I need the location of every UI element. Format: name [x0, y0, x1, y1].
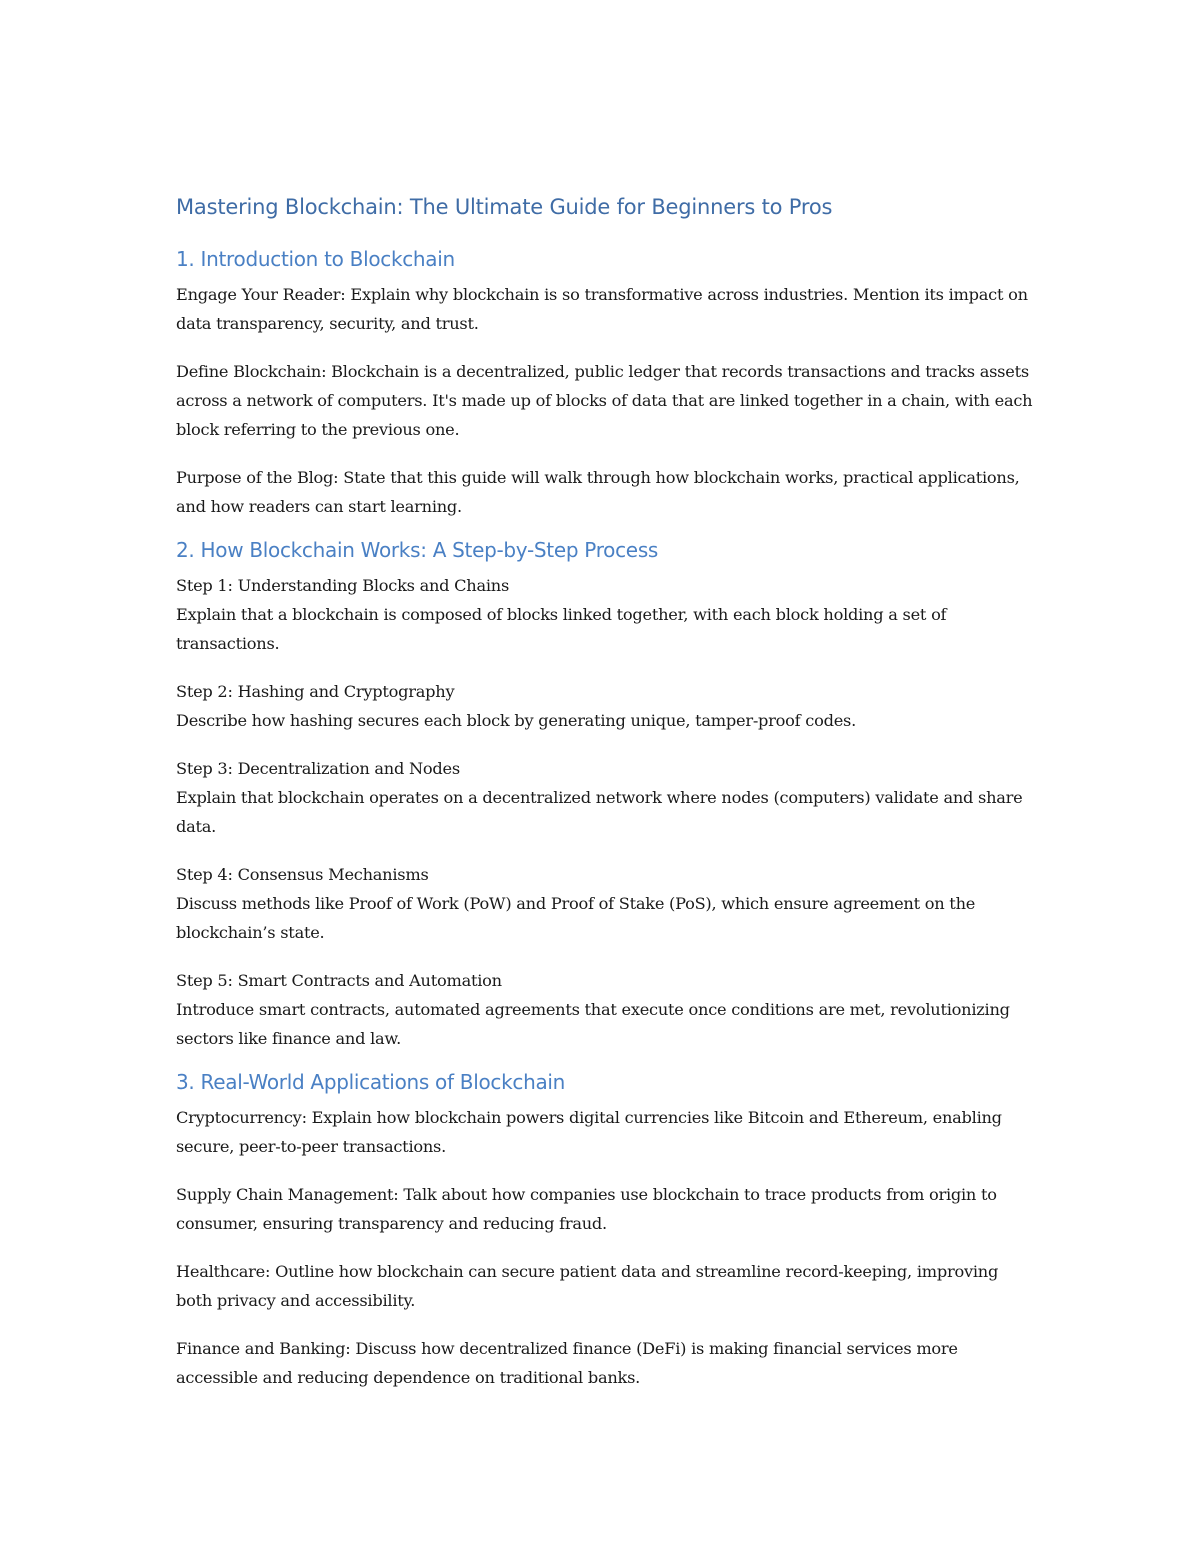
step-body: Describe how hashing secures each block by generating unique, tamper-proof codes.: [176, 711, 856, 730]
step-1: [176, 571, 1036, 658]
section-applications: [176, 1067, 1036, 1392]
step-body: Introduce smart contracts, automated agreements that execute once conditions are met, revolutionizing sectors like finance and law.: [176, 1000, 1010, 1048]
step-title: Step 2: Hashing and Cryptography: [176, 682, 455, 701]
document-title: Mastering Blockchain: The Ultimate Guide for Beginners to Pros: [176, 195, 833, 219]
section-heading: 3. Real-World Applications of Blockchain: [176, 1070, 566, 1094]
paragraph-cryptocurrency: Cryptocurrency: Explain how blockchain powers digital currencies like Bitcoin and Ethereum, enabling secure, peer-to-peer transactions.: [176, 1108, 1002, 1156]
section-heading: 1. Introduction to Blockchain: [176, 247, 455, 271]
paragraph-healthcare: Healthcare: Outline how blockchain can secure patient data and streamline record-keeping, improving both privacy and accessibility.: [176, 1262, 999, 1310]
section-introduction: [176, 244, 1036, 521]
step-body: Discuss methods like Proof of Work (PoW) and Proof of Stake (PoS), which ensure agreement on the blockchain’s state.: [176, 894, 976, 942]
section-how-it-works: [176, 535, 1036, 1053]
paragraph-purpose: Purpose of the Blog: State that this guide will walk through how blockchain works, practical applications, and how readers can start learning.: [176, 468, 1020, 516]
paragraph-finance: Finance and Banking: Discuss how decentralized finance (DeFi) is making financial services more accessible and reducing dependence on traditional banks.: [176, 1339, 958, 1387]
paragraph-engage-reader: Engage Your Reader: Explain why blockchain is so transformative across industries. Mention its impact on data transparency, security, and trust.: [176, 285, 1028, 333]
step-title: Step 5: Smart Contracts and Automation: [176, 971, 502, 990]
step-title: Step 1: Understanding Blocks and Chains: [176, 576, 510, 595]
step-4: [176, 860, 1036, 947]
step-3: [176, 754, 1036, 841]
step-title: Step 4: Consensus Mechanisms: [176, 865, 429, 884]
step-5: [176, 966, 1036, 1053]
step-body: Explain that blockchain operates on a decentralized network where nodes (computers) validate and share data.: [176, 788, 1023, 836]
step-title: Step 3: Decentralization and Nodes: [176, 759, 460, 778]
step-body: Explain that a blockchain is composed of blocks linked together, with each block holding a set of transactions.: [176, 605, 947, 653]
document-page: [176, 190, 1036, 1406]
step-2: [176, 677, 1036, 735]
paragraph-supply-chain: Supply Chain Management: Talk about how companies use blockchain to trace products from origin to consumer, ensuring transparency and reducing fraud.: [176, 1185, 997, 1233]
paragraph-define-blockchain: Define Blockchain: Blockchain is a decentralized, public ledger that records transactions and tracks assets across a network of computers. It's made up of blocks of data that are linked together in a chain, with each block referring to the previous one.: [176, 362, 1033, 439]
section-heading: 2. How Blockchain Works: A Step-by-Step Process: [176, 538, 659, 562]
